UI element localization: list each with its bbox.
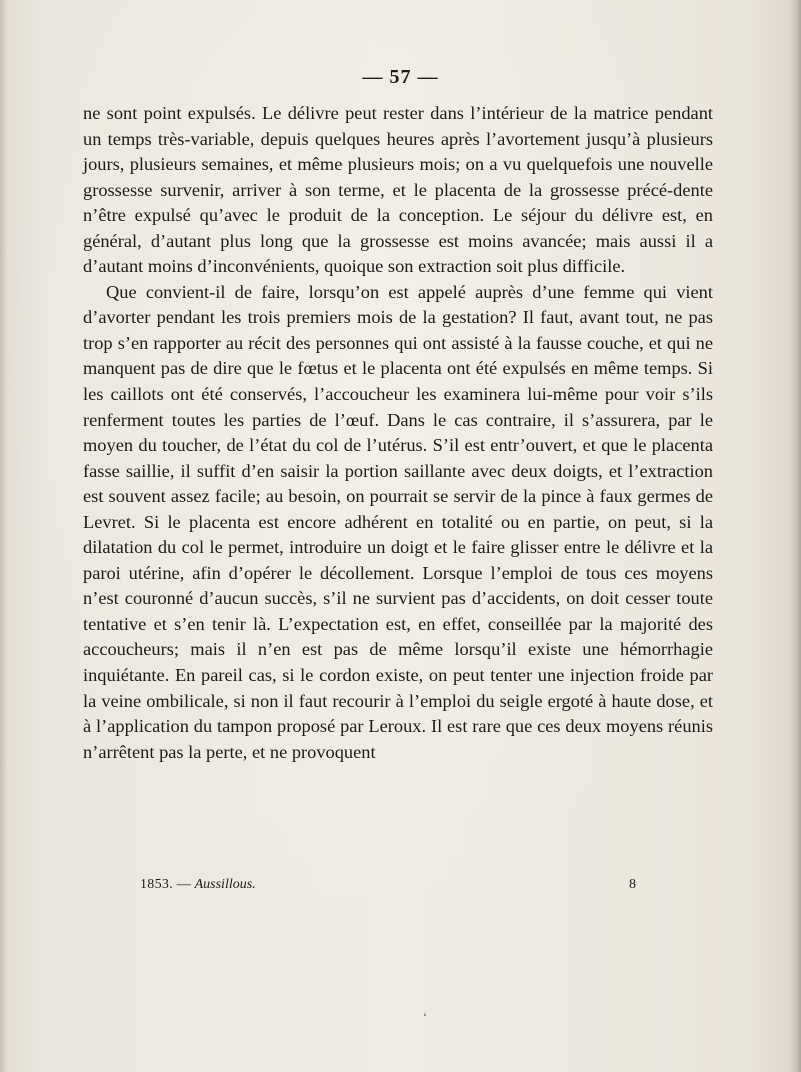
page-footer — [140, 877, 636, 893]
stray-ink-mark: ‘ — [423, 1010, 427, 1024]
page-number-header: — 57 — — [362, 66, 439, 88]
page-edge-shadow — [789, 0, 801, 1072]
paragraph-continued: ne sont point expulsés. Le délivre peut rester dans l’intérieur de la matrice pendant un temps très-variable, depuis quelques heures après l’avortement jusqu’à plusieurs jours, plusieurs semaines, et même plusieurs mois; on a vu quelquefois une nouvelle grossesse survenir, arriver à son terme, et le placenta de la grossesse précé-dente n’être expulsé qu’avec le produit de la conception. Le séjour du délivre est, en général, d’autant plus long que la grossesse est moins avancée; mais aussi il a d’autant moins d’inconvénients, quoique son extraction soit plus difficile. — [83, 103, 713, 277]
paragraph: Que convient-il de faire, lorsqu’on est appelé auprès d’une femme qui vient d’avorter pendant les trois premiers mois de la gestation? Il faut, avant tout, ne pas trop s’en rapporter au récit des personnes qui ont assisté à la fausse couche, et qui ne manquent pas de dire que le fœtus et le placenta ont été expulsés en même temps. Si les caillots ont été conservés, l’accoucheur les examinera lui-même pour voir s’ils renferment toutes les parties de l’œuf. Dans le cas contraire, il s’assurera, par le moyen du toucher, de l’état du col de l’utérus. S’il est entr’ouvert, et que le placenta fasse saillie, il suffit d’en saisir la portion saillante avec deux doigts, et l’extraction est souvent assez facile; au besoin, on pourrait se servir de la pince à faux germes de Levret. Si le placenta est encore adhérent en totalité ou en partie, on peut, si la dilatation du col le permet, introduire un doigt et le faire glisser entre le délivre et la paroi utérine, afin d’opérer le décollement. Lorsque l’emploi de tous ces moyens n’est couronné d’aucun succès, s’il ne survient pas d’accidents, on doit cesser toute tentative et s’en tenir là. L’expectation est, en effet, conseillée par la majorité des accoucheurs; mais il n’en est pas de même lorsqu’il existe une hémorrhagie inquiétante. En pareil cas, si le cordon existe, on peut tenter une injection froide par la veine ombilicale, si non il faut recourir à l’emploi du seigle ergoté à haute dose, et à l’application du tampon proposé par Leroux. Il est rare que ces deux moyens réunis n’arrêtent pas la perte, et ne provoquent — [83, 281, 713, 762]
footer-author: Aussillous. — [194, 877, 256, 892]
body-text — [83, 101, 713, 765]
page-gutter-shadow — [0, 0, 8, 1072]
signature-mark: 8 — [629, 877, 636, 892]
footer-year: 1853. — — [140, 877, 192, 892]
footer-imprint — [140, 877, 256, 893]
